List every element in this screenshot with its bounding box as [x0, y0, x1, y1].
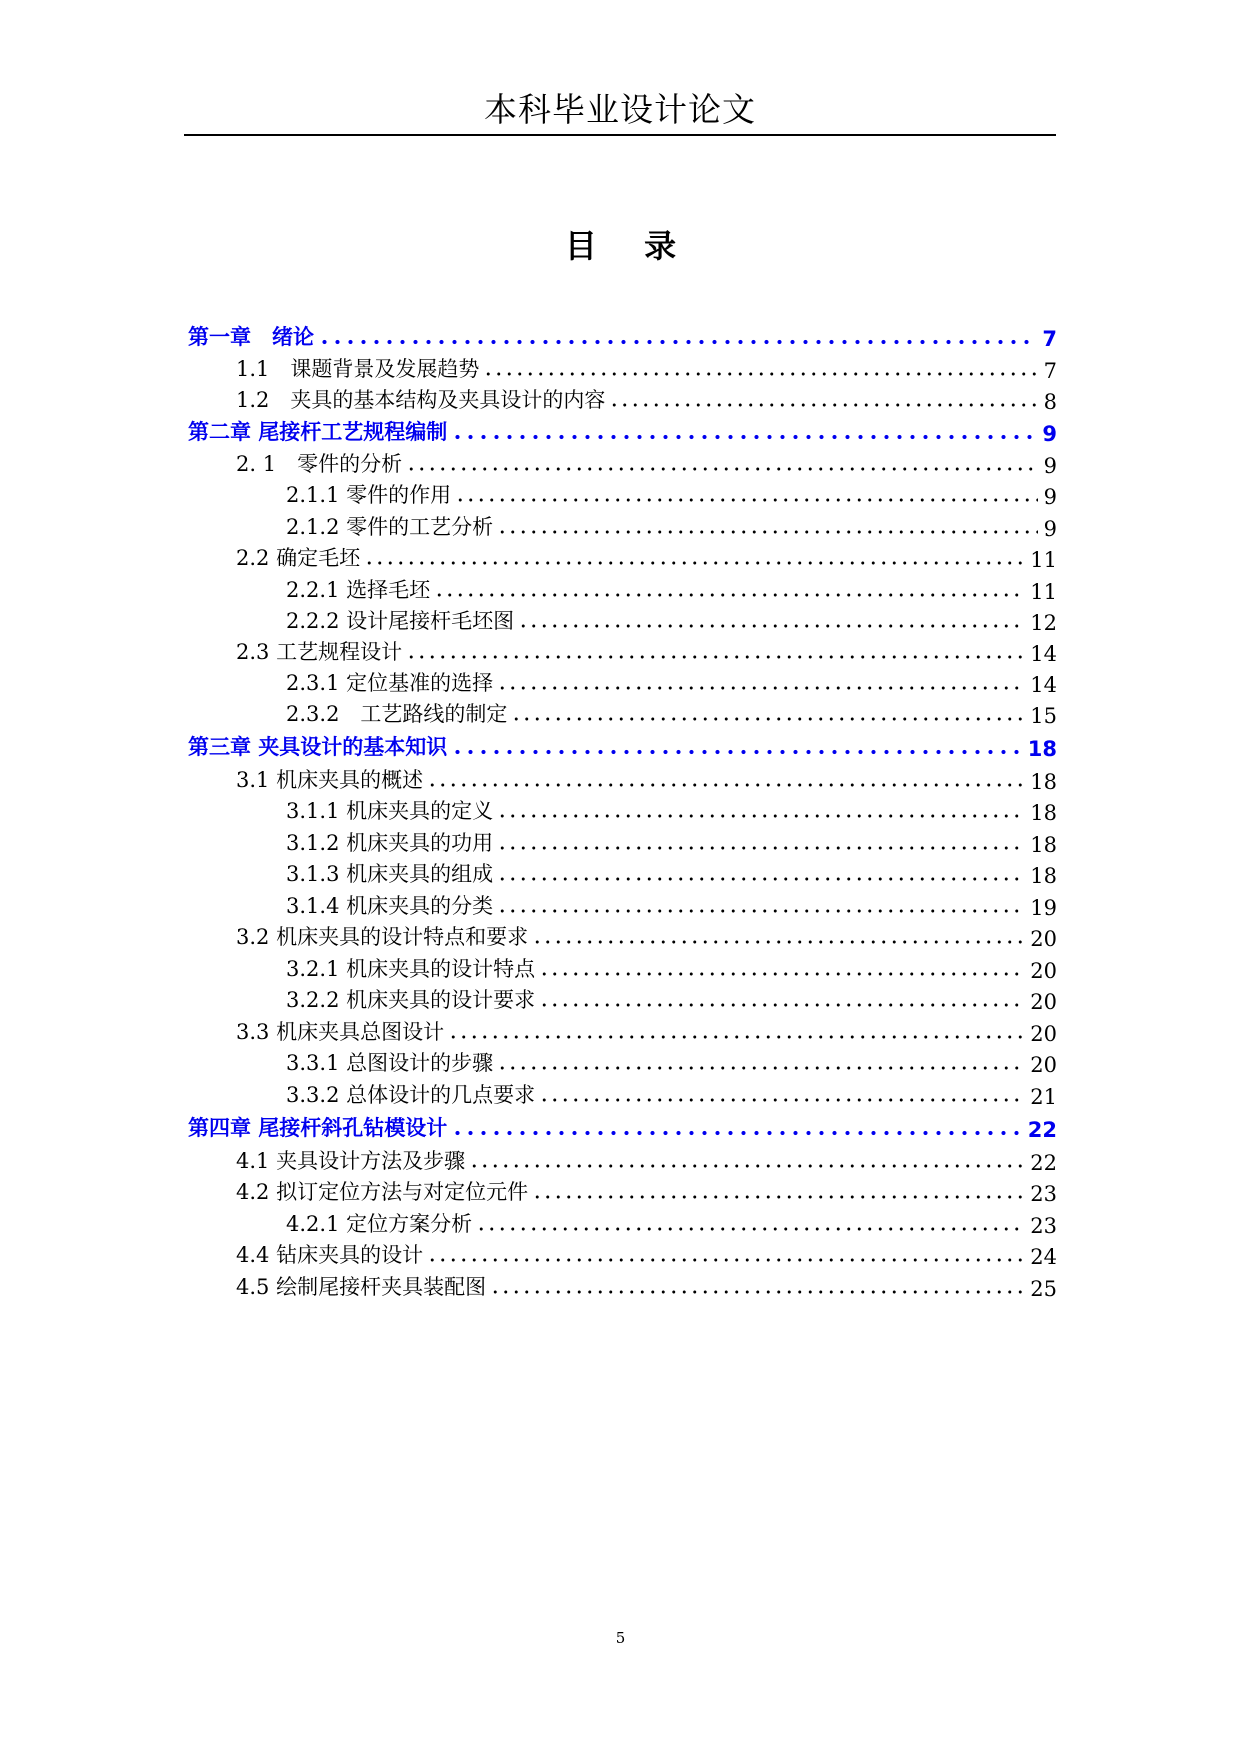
- dot-leader: [451, 434, 1036, 440]
- toc-entry-label: 3.2.2 机床夹具的设计要求: [286, 988, 536, 1012]
- toc-entry-label: 4.4 钻床夹具的设计: [236, 1243, 424, 1267]
- toc-entry-label: 2.1.2 零件的工艺分析: [286, 515, 494, 539]
- toc-section-entry: [286, 667, 1057, 699]
- dot-leader: [427, 1257, 1024, 1263]
- dot-leader: [539, 1002, 1024, 1008]
- toc-entry-page: 8: [1043, 390, 1057, 414]
- toc-entry-label: 2.3.2 工艺路线的制定: [286, 702, 508, 726]
- toc-section-entry: [236, 384, 1057, 416]
- toc-entry-page: 20: [1030, 1022, 1057, 1046]
- toc-chapter-link[interactable]: [188, 321, 1057, 353]
- toc-entry-label: 第二章 尾接杆工艺规程编制: [188, 420, 448, 444]
- page-header-title: 本科毕业设计论文: [484, 90, 756, 129]
- toc-entry-label: 第三章 夹具设计的基本知识: [188, 735, 448, 759]
- toc-entry-page: 14: [1030, 673, 1057, 697]
- toc-entry-page: 19: [1030, 896, 1057, 920]
- toc-section-entry: [236, 764, 1057, 796]
- dot-leader: [364, 560, 1024, 566]
- toc-entry-label: 3.1.1 机床夹具的定义: [286, 799, 494, 823]
- toc-section-entry: [236, 1016, 1057, 1048]
- dot-leader: [539, 1097, 1024, 1103]
- toc-entry-page: 11: [1030, 580, 1057, 604]
- toc-chapter-link[interactable]: [188, 416, 1057, 448]
- toc-entry-page: 18: [1030, 833, 1057, 857]
- dot-leader: [609, 402, 1037, 408]
- toc-section-entry: [236, 353, 1057, 385]
- toc-entry-page: 25: [1030, 1277, 1057, 1301]
- toc-entry-label: 3.1 机床夹具的概述: [236, 768, 424, 792]
- toc-entry-label: 3.2.1 机床夹具的设计特点: [286, 957, 536, 981]
- toc-section-entry: [286, 1047, 1057, 1079]
- toc-entry-page: 7: [1042, 327, 1057, 351]
- dot-leader: [532, 939, 1024, 945]
- toc-entry-page: 18: [1030, 801, 1057, 825]
- toc-section-entry: [236, 1145, 1057, 1177]
- toc-entry-label: 3.1.4 机床夹具的分类: [286, 894, 494, 918]
- toc-entry-label: 3.1.2 机床夹具的功用: [286, 831, 494, 855]
- toc-entry-label: 2.3 工艺规程设计: [236, 640, 403, 664]
- toc-entry-label: 1.1 课题背景及发展趋势: [236, 357, 480, 381]
- dot-leader: [511, 716, 1024, 722]
- toc-entry-label: 4.2.1 定位方案分析: [286, 1212, 473, 1236]
- toc-section-entry: [286, 698, 1057, 730]
- toc-section-entry: [286, 1079, 1057, 1111]
- dot-leader: [518, 623, 1024, 629]
- toc-entry-page: 14: [1030, 642, 1057, 666]
- dot-leader: [497, 845, 1024, 851]
- toc-section-entry: [286, 1208, 1057, 1240]
- toc-section-entry: [236, 921, 1057, 953]
- toc-section-entry: [236, 636, 1057, 668]
- toc-entry-label: 3.1.3 机床夹具的组成: [286, 862, 494, 886]
- toc-section-entry: [236, 1239, 1057, 1271]
- dot-leader: [476, 1226, 1024, 1232]
- toc-entry-label: 3.2 机床夹具的设计特点和要求: [236, 925, 529, 949]
- dot-leader: [532, 1194, 1024, 1200]
- toc-entry-label: 2.2.2 设计尾接杆毛坯图: [286, 609, 515, 633]
- toc-entry-page: 23: [1030, 1214, 1057, 1238]
- dot-leader: [406, 654, 1024, 660]
- dot-leader: [497, 1065, 1024, 1071]
- toc-section-entry: [286, 890, 1057, 922]
- dot-leader: [497, 876, 1024, 882]
- page-number: 5: [615, 1629, 626, 1647]
- dot-leader: [455, 497, 1038, 503]
- toc-entry-page: 9: [1043, 485, 1057, 509]
- toc-entry-page: 20: [1030, 927, 1057, 951]
- dot-leader: [318, 339, 1036, 345]
- toc-entry-page: 22: [1027, 1118, 1057, 1142]
- toc-entry-label: 1.2 夹具的基本结构及夹具设计的内容: [236, 388, 606, 412]
- toc-entry-page: 20: [1030, 1053, 1057, 1077]
- toc-entry-label: 2.1.1 零件的作用: [286, 483, 452, 507]
- toc-chapter-link[interactable]: [188, 731, 1057, 763]
- toc-entry-page: 22: [1030, 1151, 1057, 1175]
- dot-leader: [451, 1130, 1021, 1136]
- toc-entry-page: 7: [1043, 359, 1057, 383]
- toc-entry-page: 11: [1030, 548, 1057, 572]
- toc-entry-page: 15: [1030, 704, 1057, 728]
- toc-entry-label: 4.2 拟订定位方法与对定位元件: [236, 1180, 529, 1204]
- dot-leader: [497, 529, 1038, 535]
- toc-entry-label: 3.3.1 总图设计的步骤: [286, 1051, 494, 1075]
- toc-entry-label: 3.3 机床夹具总图设计: [236, 1020, 445, 1044]
- dot-leader: [427, 782, 1024, 788]
- toc-entry-label: 2.2.1 选择毛坯: [286, 578, 431, 602]
- toc-section-entry: [236, 1176, 1057, 1208]
- toc-section-entry: [286, 984, 1057, 1016]
- toc-entry-label: 2.3.1 定位基准的选择: [286, 671, 494, 695]
- toc-entry-label: 第四章 尾接杆斜孔钻模设计: [188, 1116, 448, 1140]
- toc-entry-page: 23: [1030, 1182, 1057, 1206]
- toc-section-entry: [286, 511, 1057, 543]
- toc-section-entry: [236, 448, 1057, 480]
- toc-section-entry: [286, 827, 1057, 859]
- dot-leader: [448, 1034, 1024, 1040]
- dot-leader: [434, 592, 1024, 598]
- toc-title: 目 录: [564, 227, 695, 265]
- toc-entry-page: 18: [1030, 864, 1057, 888]
- toc-entry-page: 9: [1043, 454, 1057, 478]
- dot-leader: [490, 1289, 1024, 1295]
- toc-entry-label: 3.3.2 总体设计的几点要求: [286, 1083, 536, 1107]
- toc-entry-label: 2.2 确定毛坯: [236, 546, 361, 570]
- toc-entry-label: 2. 1 零件的分析: [236, 452, 403, 476]
- toc-entry-page: 9: [1043, 517, 1057, 541]
- toc-section-entry: [286, 605, 1057, 637]
- toc-section-entry: [286, 479, 1057, 511]
- toc-section-entry: [236, 542, 1057, 574]
- dot-leader: [451, 749, 1021, 755]
- toc-entry-label: 4.1 夹具设计方法及步骤: [236, 1149, 466, 1173]
- dot-leader: [483, 371, 1037, 377]
- toc-entry-page: 24: [1030, 1245, 1057, 1269]
- dot-leader: [469, 1163, 1024, 1169]
- toc-entry-label: 4.5 绘制尾接杆夹具装配图: [236, 1275, 487, 1299]
- toc-section-entry: [236, 1271, 1057, 1303]
- toc-entry-page: 20: [1030, 990, 1057, 1014]
- toc-section-entry: [286, 953, 1057, 985]
- dot-leader: [497, 908, 1024, 914]
- toc-entry-page: 12: [1030, 611, 1057, 635]
- toc-entry-page: 18: [1030, 770, 1057, 794]
- toc-chapter-link[interactable]: [188, 1112, 1057, 1144]
- toc-section-entry: [286, 574, 1057, 606]
- dot-leader: [539, 971, 1024, 977]
- toc-entry-label: 第一章 绪论: [188, 325, 314, 349]
- toc-section-entry: [286, 858, 1057, 890]
- toc-section-entry: [286, 795, 1057, 827]
- dot-leader: [406, 466, 1038, 472]
- toc-entry-page: 21: [1030, 1085, 1057, 1109]
- toc-entry-page: 18: [1027, 737, 1057, 761]
- dot-leader: [497, 685, 1024, 691]
- toc-entry-page: 9: [1042, 422, 1057, 446]
- toc-entry-page: 20: [1030, 959, 1057, 983]
- dot-leader: [497, 813, 1024, 819]
